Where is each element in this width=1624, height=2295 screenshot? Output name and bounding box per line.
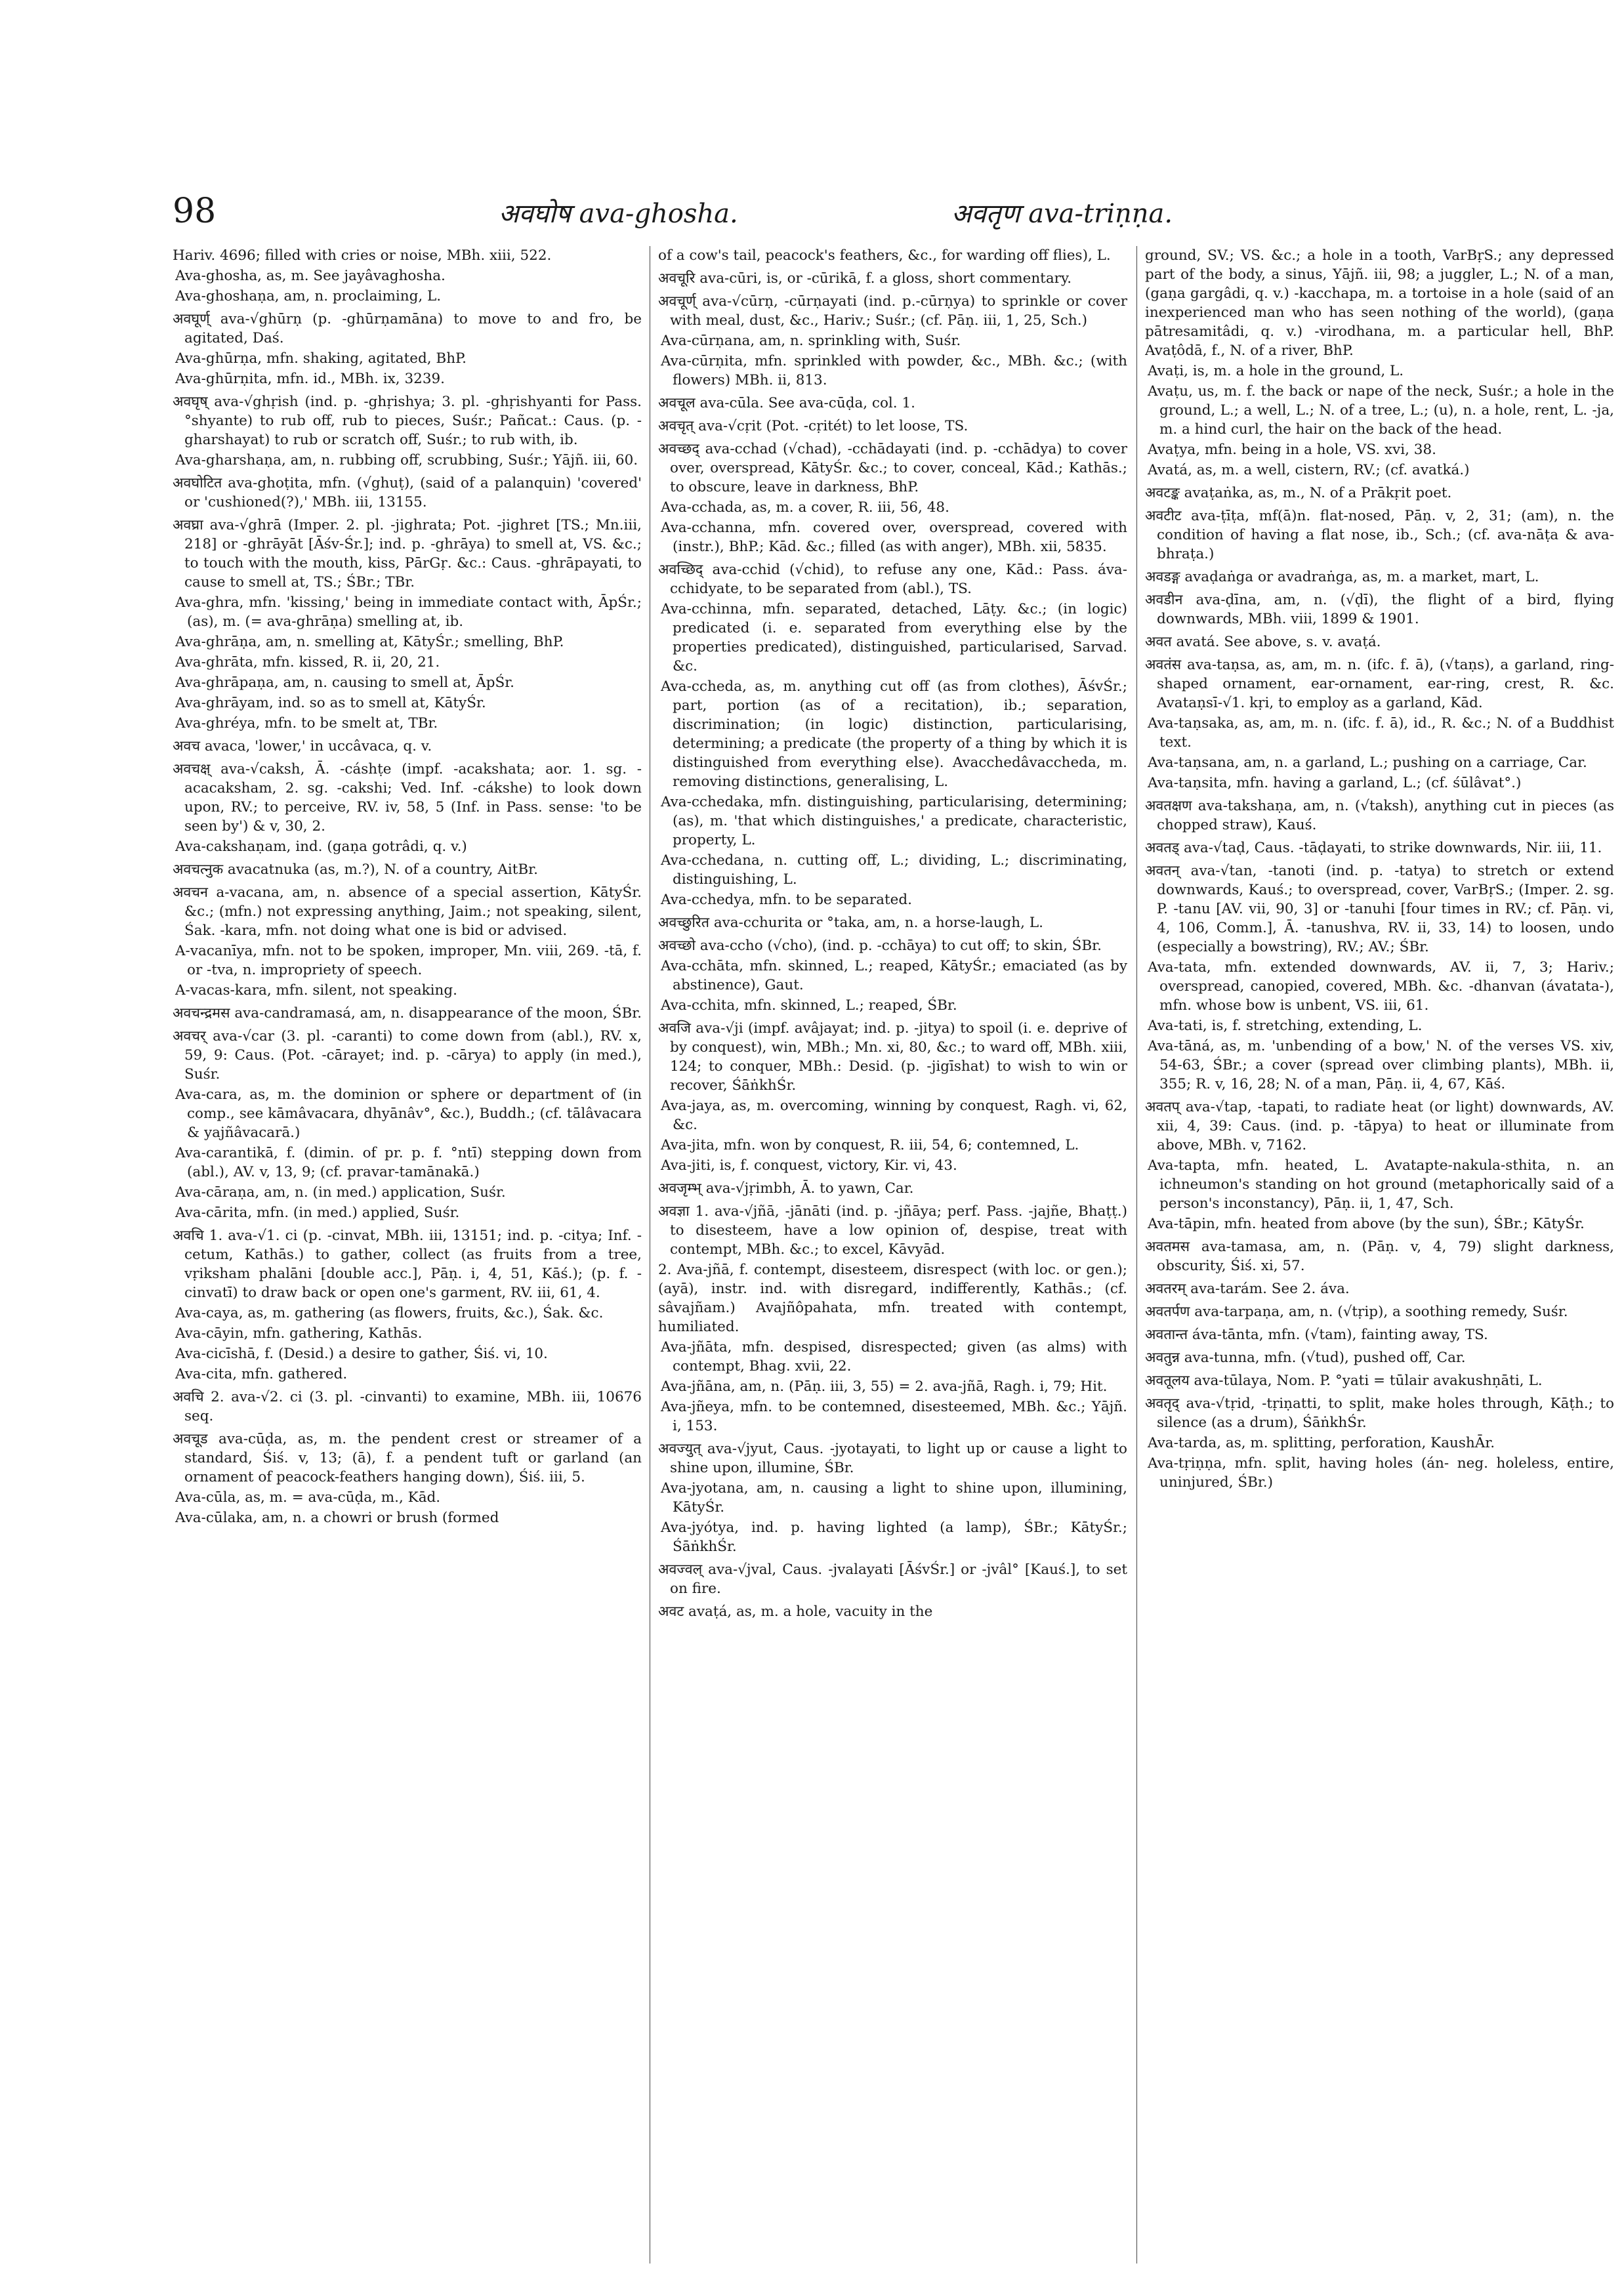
dictionary-entry: Ava-tati, is, f. stretching, extending, L. xyxy=(1148,1018,1423,1034)
dictionary-entry: Ava-cchanna, mfn. covered over, overspread, covered with (instr.), BhP.; Kād. &c.; filled (as with anger), MBh. xii, 5835. xyxy=(661,520,1127,555)
dictionary-entry: Ava-ghra, mfn. 'kissing,' being in immediate contact with, ĀpŚr.; (as), m. (= ava-ghrāṇa) smelling at, ib. xyxy=(175,594,642,630)
dictionary-entry: Ava-jñāna, am, n. (Pāṇ. iii, 3, 55) = 2. ava-jñā, Ragh. i, 79; Hit. xyxy=(661,1378,1108,1395)
dictionary-entry: 2. Ava-jñā, f. contempt, disesteem, disrespect (with loc. or gen.); (ayā), instr. ind. with disregard, indifferently, Kathās.; (cf. sâvajñam.) Avajñôpahata, mfn. treated with contempt, humiliated. xyxy=(658,1262,1127,1335)
dictionary-entry: अवजृम्भ् ava-√jṛimbh, Ā. to yawn, Car. xyxy=(658,1180,914,1197)
dictionary-entry: Ava-jñāta, mfn. despised, disrespected; given (as alms) with contempt, Bhag. xvii, 22. xyxy=(661,1339,1127,1375)
dictionary-entry: अवज्ञा 1. ava-√jñā, -jānāti (ind. p. -jñāya; perf. Pass. -jajñe, Bhaṭṭ.) to disesteem, have a low opinion of, despise, treat with contempt, MBh. &c.; to excel, Kāvyād. xyxy=(658,1203,1127,1258)
dictionary-entry: Ava-tapta, mfn. heated, L. Avatapte-nakula-sthita, n. an ichneumon's standing on hot ground (metaphorically said of a person's inconstancy), Pāṇ. ii, 1, 47, Sch. xyxy=(1148,1157,1614,1212)
dictionary-entry: Ava-cita, mfn. gathered. xyxy=(175,1366,348,1382)
dictionary-entry: Ava-ghrāṇa, am, n. smelling at, KātyŚr.; smelling, BhP. xyxy=(175,634,564,650)
dictionary-entry: अवतर्पण ava-tarpaṇa, am, n. (√tṛip), a soothing remedy, Suśr. xyxy=(1145,1304,1568,1320)
dictionary-entry: अवच avaca, 'lower,' in uccâvaca, q. v. xyxy=(173,738,432,755)
dictionary-entry: अवज्युत् ava-√jyut, Caus. -jyotayati, to light up or cause a light to shine upon, illumine, ŚBr. xyxy=(658,1441,1127,1476)
dictionary-entry: Ava-taṇsita, mfn. having a garland, L.; (cf. śūlâvat°.) xyxy=(1148,775,1522,791)
dictionary-entry: अवघृष् ava-√ghṛish (ind. p. -ghṛishya; 3. pl. -ghṛishyanti for Pass. °shyante) to rub off, rub to pieces, Suśr.; Pañcat.: Caus. (p. -gharshayat) to rub or scratch off, Suśr.; to rub with, ib. xyxy=(173,394,642,448)
dictionary-entry: Ava-taṇsana, am, n. a garland, L.; pushing on a carriage, Car. xyxy=(1148,755,1587,771)
dictionary-entry: अवतमस ava-tamasa, am, n. (Pāṇ. v, 4, 79) slight darkness, obscurity, Śiś. xi, 57. xyxy=(1145,1239,1614,1274)
dictionary-entry: अवतन् ava-√tan, -tanoti (ind. p. -tatya) to stretch or extend downwards, Kauś.; to overspread, cover, VarBṛS.; (Imper. 2. sg. P. -tanu [AV. vii, 90, 3] or -tanuhi [four times in RV.; cf. Pāṇ. vi, 4, 106, Comm.], Ā. -tanushva, RV. ii, 33, 14) to loosen, undo (especially a bowstring), RV.; AV.; ŚBr. xyxy=(1145,863,1614,955)
dictionary-entry: अवचन a-vacana, am, n. absence of a special assertion, KātyŚr. &c.; (mfn.) not expressing anything, Jaim.; not speaking, silent, Śak. -kara, mfn. not doing what one is bid or advised. xyxy=(173,884,642,939)
dictionary-entry: अवघ्रा ava-√ghrā (Imper. 2. pl. -jighrata; Pot. -jighret [TS.; Mn.iii, 218] or -ghrāyāt [Āśv-Śr.]; ind. p. -ghrāya) to smell at, VS. &c.; to touch with the mouth, kiss, PārGṛ. &c.: Caus. -ghrāpayati, to cause to smell at, TS.; ŚBr.; TBr. xyxy=(173,517,642,590)
dictionary-entry: अवचक्ष् ava-√caksh, Ā. -cáshṭe (impf. -acakshata; aor. 1. sg. -acacaksham, 2. sg. -cakshi; Ved. Inf. -cákshe) to look down upon, RV.; to perceive, RV. iv, 58, 5 (Inf. in Pass. sense: 'to be seen by') & v, 30, 2. xyxy=(173,761,642,835)
dictionary-entry: Ava-ghrāpaṇa, am, n. causing to smell at, ĀpŚr. xyxy=(175,674,514,691)
dictionary-entry: अवचन्द्रमस ava-candramasá, am, n. disappearance of the moon, ŚBr. xyxy=(173,1005,642,1022)
dictionary-entry: अवघूर्ण् ava-√ghūrṇ (p. -ghūrṇamāna) to move to and fro, be agitated, Daś. xyxy=(173,311,642,346)
dictionary-entry: Avaṭu, us, m. f. the back or nape of the neck, Suśr.; a hole in the ground, L.; a well, L.; N. of a tree, L.; (u), n. a hole, rent, L. -ja, m. a hind curl, the hair on the back of the head. xyxy=(1148,383,1614,438)
dictionary-entry: अवजि ava-√ji (impf. avâjayat; ind. p. -jitya) to spoil (i. e. deprive of by conquest), win, MBh.; Mn. xi, 80, &c.; to ward off, MBh. xiii, 124; to conquer, MBh.: Desid. (p. -jigīshat) to wish to win or recover, ŚāṅkhŚr. xyxy=(658,1020,1127,1094)
dictionary-entry: Ava-cūlaka, am, n. a chowri or brush (formed xyxy=(175,1510,499,1526)
left-running-head: अवघोष ava-ghosha. xyxy=(499,199,738,229)
dictionary-entry: Ava-cchita, mfn. skinned, L.; reaped, ŚBr. xyxy=(661,997,957,1014)
dictionary-entry: अवचूरि ava-cūri, is, or -cūrikā, f. a gloss, short commentary. xyxy=(658,270,1072,287)
dictionary-entry: अवतुन्न ava-tunna, mfn. (√tud), pushed off, Car. xyxy=(1145,1350,1466,1366)
dictionary-entry: अवतप् ava-√tap, -tapati, to radiate heat (or light) downwards, AV. xii, 4, 39: Caus. (ind. p. -tāpya) to heat or illuminate from above, MBh. v, 7162. xyxy=(1145,1099,1614,1153)
dictionary-entry: ground, SV.; VS. &c.; a hole in a tooth, VarBṛS.; any depressed part of the body, a sinus, Yājñ. iii, 98; a juggler, L.; N. of a man, (gaṇa gargâdi, q. v.) -kacchapa, m. a tortoise in a hole (said of an inexperienced man who has seen nothing of the world), (gaṇa pātresamitâdi, q. v.) -virodhana, m. a particular hell, BhP. Avaṭôdā, f., N. of a river, BhP. xyxy=(1145,247,1614,359)
dictionary-entry: Ava-ghoshaṇa, am, n. proclaiming, L. xyxy=(175,288,442,304)
dictionary-entry: Ava-ghrāta, mfn. kissed, R. ii, 20, 21. xyxy=(175,654,440,671)
column-3 xyxy=(1145,246,1614,2264)
dictionary-entry: Avaṭya, mfn. being in a hole, VS. xvi, 38. xyxy=(1148,442,1436,458)
dictionary-entry: Ava-jiti, is, f. conquest, victory, Kir. vi, 43. xyxy=(661,1157,957,1174)
dictionary-entry: of a cow's tail, peacock's feathers, &c., for warding off flies), L. xyxy=(658,247,1111,264)
dictionary-entry: अवतृद् ava-√tṛid, -tṛiṇatti, to split, make holes through, Kāṭh.; to silence (as a drum), ŚāṅkhŚr. xyxy=(1145,1396,1614,1431)
dictionary-entry: अवचि 2. ava-√2. ci (3. pl. -cinvanti) to examine, MBh. iii, 10676 seq. xyxy=(173,1389,642,1424)
dictionary-entry: Ava-tāná, as, m. 'unbending of a bow,' N. of the verses VS. xiv, 54-63, ŚBr.; a cover (spread over climbing plants), MBh. ii, 355; R. v, 16, 28; N. of a man, Pāṇ. ii, 4, 67, Kāś. xyxy=(1148,1038,1614,1092)
dictionary-entry: अवट avaṭá, as, m. a hole, vacuity in the xyxy=(658,1603,933,1620)
dictionary-entry: अवतरम् ava-tarám. See 2. áva. xyxy=(1145,1281,1350,1297)
column-1 xyxy=(173,246,642,2264)
column-2 xyxy=(658,246,1127,2264)
dictionary-entry: अवचर् ava-√car (3. pl. -caranti) to come down from (abl.), RV. x, 59, 9: Caus. (Pot. -cārayet; ind. p. -cārya) to apply (in med.), Suśr. xyxy=(173,1028,642,1083)
dictionary-entry: Avaṭi, is, m. a hole in the ground, L. xyxy=(1148,363,1404,379)
dictionary-entry: Ava-tata, mfn. extended downwards, AV. ii, 7, 3; Hariv.; overspread, canopied, covered, MBh. &c. -dhanvan (ávatata-), mfn. whose bow is unbent, VS. iii, 61. xyxy=(1148,959,1614,1014)
dictionary-entry: अवघोटित ava-ghoṭita, mfn. (√ghuṭ), (said of a palanquin) 'covered' or 'cushioned(?),' MBh. iii, 13155. xyxy=(173,475,642,510)
dictionary-entry: अवटीट ava-ṭīṭa, mf(ā)n. flat-nosed, Pāṇ. v, 2, 31; (am), n. the condition of having a flat nose, ib., Sch.; (cf. ava-nāṭa & ava-bhraṭa.) xyxy=(1145,508,1614,562)
dictionary-entry: अवच्छो ava-ccho (√cho), (ind. p. -cchāya) to cut off; to skin, ŚBr. xyxy=(658,938,1102,954)
dictionary-entry: Ava-tṛiṇṇa, mfn. split, having holes (án- neg. holeless, entire, uninjured, ŚBr.) xyxy=(1148,1455,1614,1491)
dictionary-entry: Ava-jñeya, mfn. to be contemned, disesteemed, MBh. &c.; Yājñ. i, 153. xyxy=(661,1399,1127,1434)
dictionary-entry: Ava-cchedya, mfn. to be separated. xyxy=(661,892,912,908)
dictionary-entry: A-vacas-kara, mfn. silent, not speaking. xyxy=(175,982,457,999)
dictionary-entry: Ava-cchada, as, m. a cover, R. iii, 56, 48. xyxy=(661,499,949,516)
dictionary-entry: Ava-tāpin, mfn. heated from above (by the sun), ŚBr.; KātyŚr. xyxy=(1148,1216,1585,1232)
dictionary-entry: Ava-cārita, mfn. (in med.) applied, Suśr. xyxy=(175,1205,460,1221)
dictionary-entry: अवचत्नुक avacatnuka (as, m.?), N. of a country, AitBr. xyxy=(173,861,538,878)
dictionary-entry: Ava-cara, as, m. the dominion or sphere or department of (in comp., see kāmâvacara, dhyānâv°, &c.), Buddh.; (cf. tālâvacara & yajñâvacarā.) xyxy=(175,1086,642,1141)
right-running-head: अवतृण ava-triṇṇa. xyxy=(951,199,1173,229)
dictionary-entry: Ava-cāraṇa, am, n. (in med.) application, Suśr. xyxy=(175,1184,506,1201)
dictionary-entry: Ava-carantikā, f. (dimin. of pr. p. f. °ntī) stepping down from (abl.), AV. v, 13, 9; (cf. pravar-tamānakā.) xyxy=(175,1145,642,1180)
dictionary-entry: Ava-cchedana, n. cutting off, L.; dividing, L.; discriminating, distinguishing, L. xyxy=(661,852,1127,888)
dictionary-entry: अवच्छिद् ava-cchid (√chid), to refuse any one, Kād.: Pass. áva-cchidyate, to be separated from (abl.), TS. xyxy=(658,562,1127,597)
dictionary-entry: अवचूल ava-cūla. See ava-cūḍa, col. 1. xyxy=(658,395,915,411)
dictionary-entry: Ava-jyótya, ind. p. having lighted (a lamp), ŚBr.; KātyŚr.; ŚāṅkhŚr. xyxy=(661,1520,1127,1555)
dictionary-entry: Ava-jaya, as, m. overcoming, winning by conquest, Ragh. vi, 62, &c. xyxy=(661,1098,1127,1133)
dictionary-entry: Avatá, as, m. a well, cistern, RV.; (cf. avatká.) xyxy=(1148,462,1470,478)
dictionary-entry: Ava-cchāta, mfn. skinned, L.; reaped, KātyŚr.; emaciated (as by abstinence), Gaut. xyxy=(661,958,1127,993)
dictionary-entry: Ava-jita, mfn. won by conquest, R. iii, 54, 6; contemned, L. xyxy=(661,1137,1079,1153)
dictionary-entry: अवच्छद् ava-cchad (√chad), -cchādayati (ind. p. -cchādya) to cover over, overspread, KātyŚr. &c.; to cover, conceal, Kād.; Kathās.; to obscure, leave in darkness, BhP. xyxy=(658,441,1127,495)
dictionary-entry: अवतूलय ava-tūlaya, Nom. P. °yati = tūlair avakushṇāti, L. xyxy=(1145,1373,1543,1389)
dictionary-entry: अवडङ्ग avaḍaṅga or avadraṅga, as, m. a market, mart, L. xyxy=(1145,569,1539,585)
dictionary-entry: Ava-cūla, as, m. = ava-cūḍa, m., Kād. xyxy=(175,1489,441,1506)
dictionary-entry: अवतड् ava-√taḍ, Caus. -tāḍayati, to strike downwards, Nir. iii, 11. xyxy=(1145,840,1602,856)
dictionary-entry: Ava-ghosha, as, m. See jayâvaghosha. xyxy=(175,268,446,284)
dictionary-entry: Hariv. 4696; filled with cries or noise, MBh. xiii, 522. xyxy=(173,247,552,264)
dictionary-entry: Ava-gharshaṇa, am, n. rubbing off, scrubbing, Suśr.; Yājñ. iii, 60. xyxy=(175,452,638,468)
dictionary-entry: Ava-cūrṇana, am, n. sprinkling with, Suśr. xyxy=(661,333,961,349)
dictionary-entry: अवच्छुरित ava-cchurita or °taka, am, n. a horse-laugh, L. xyxy=(658,915,1043,931)
dictionary-entry: अवचूड ava-cūḍa, as, m. the pendent crest or streamer of a standard, Śiś. v, 13; (ā), f. a pendent tuft or garland (an ornament of peacock-feathers hanging down), Śiś. iii, 5. xyxy=(173,1431,642,1485)
dictionary-entry: Ava-cūrṇita, mfn. sprinkled with powder, &c., MBh. &c.; (with flowers) MBh. ii, 813. xyxy=(661,353,1127,388)
dictionary-entry: अवटङ्क avaṭaṅka, as, m., N. of a Prākṛit poet. xyxy=(1145,485,1452,501)
dictionary-entry: Ava-ccheda, as, m. anything cut off (as from clothes), ĀśvŚr.; part, portion (as of a recitation), ib.; separation, discrimination; (in logic) distinction, particularising, determining; a predicate (the property of a thing by which it is distinguished from everything else). Avacchedâvaccheda, m. removing distinctions, generalising, L. xyxy=(661,678,1127,790)
dictionary-entry: अवचृत् ava-√cṛit (Pot. -cṛitét) to let loose, TS. xyxy=(658,418,968,434)
dictionary-entry: Ava-ghrāyam, ind. so as to smell at, KātyŚr. xyxy=(175,695,486,711)
dictionary-entry: Ava-tarda, as, m. splitting, perforation, KaushĀr. xyxy=(1148,1435,1495,1451)
dictionary-entry: अवतान्त áva-tānta, mfn. (√tam), fainting away, TS. xyxy=(1145,1327,1488,1343)
dictionary-entry: अवत avatá. See above, s. v. avaṭá. xyxy=(1145,634,1381,650)
dictionary-entry: Ava-ghūrṇa, mfn. shaking, agitated, BhP. xyxy=(175,350,467,367)
dictionary-entry: A-vacanīya, mfn. not to be spoken, improper, Mn. viii, 269. -tā, f. or -tva, n. impropriety of speech. xyxy=(175,943,642,978)
dictionary-entry: Ava-cāyin, mfn. gathering, Kathās. xyxy=(175,1325,423,1342)
dictionary-entry: अवडीन ava-ḍīna, am, n. (√ḍī), the flight of a bird, flying downwards, MBh. viii, 1899 & 1901. xyxy=(1145,592,1614,627)
dictionary-entry: अवतंस ava-taṇsa, as, am, m. n. (ifc. f. ā), (√taṇs), a garland, ring-shaped ornament, ear-ornament, ear-ring, crest, R. &c. Avataṇsī-√1. kṛi, to employ as a garland, Kād. xyxy=(1145,657,1614,711)
dictionary-entry: Ava-cchedaka, mfn. distinguishing, particularising, determining; (as), m. 'that which distinguishes,' a predicate, characteristic, property, L. xyxy=(661,794,1127,848)
dictionary-entry: Ava-cakshaṇam, ind. (gaṇa gotrâdi, q. v.) xyxy=(175,838,467,855)
dictionary-entry: अवतक्षण ava-takshaṇa, am, n. (√taksh), anything cut in pieces (as chopped straw), Kauś. xyxy=(1145,798,1614,833)
dictionary-entry: Ava-ghréya, mfn. to be smelt at, TBr. xyxy=(175,715,438,732)
column-divider xyxy=(1136,246,1137,2264)
dictionary-entry: Ava-taṇsaka, as, am, m. n. (ifc. f. ā), id., R. &c.; N. of a Buddhist text. xyxy=(1148,715,1614,751)
dictionary-entry: अवचूर्ण् ava-√cūrṇ, -cūrṇayati (ind. p.-cūrṇya) to sprinkle or cover with meal, dust, &c., Hariv.; Suśr.; (cf. Pāṇ. iii, 1, 25, Sch.) xyxy=(658,293,1127,329)
dictionary-entry: Ava-jyotana, am, n. causing a light to shine upon, illumining, KātyŚr. xyxy=(661,1480,1127,1516)
dictionary-entry: Ava-caya, as, m. gathering (as flowers, fruits, &c.), Śak. &c. xyxy=(175,1305,604,1321)
dictionary-entry: Ava-cicīshā, f. (Desid.) a desire to gather, Śiś. vi, 10. xyxy=(175,1346,548,1362)
dictionary-entry: अवचि 1. ava-√1. ci (p. -cinvat, MBh. iii, 13151; ind. p. -citya; Inf. -cetum, Kathās.) to gather, collect (as fruits from a tree, vṛiksham phalāni [double acc.], Pāṇ. i, 4, 51, Kāś.); (p. f. -cinvatī) to draw back or open one's garment, RV. iii, 61, 4. xyxy=(173,1228,642,1301)
dictionary-entry: Ava-cchinna, mfn. separated, detached, Lāṭy. &c.; (in logic) predicated (i. e. separated from everything else by the properties predicated), distinguished, particularised, Sarvad. &c. xyxy=(661,601,1127,674)
page-number: 98 xyxy=(173,192,217,231)
dictionary-entry: अवज्वल् ava-√jval, Caus. -jvalayati [ĀśvŚr.] or -jvâl° [Kauś.], to set on fire. xyxy=(658,1561,1127,1597)
dictionary-entry: Ava-ghūrṇita, mfn. id., MBh. ix, 3239. xyxy=(175,371,446,387)
